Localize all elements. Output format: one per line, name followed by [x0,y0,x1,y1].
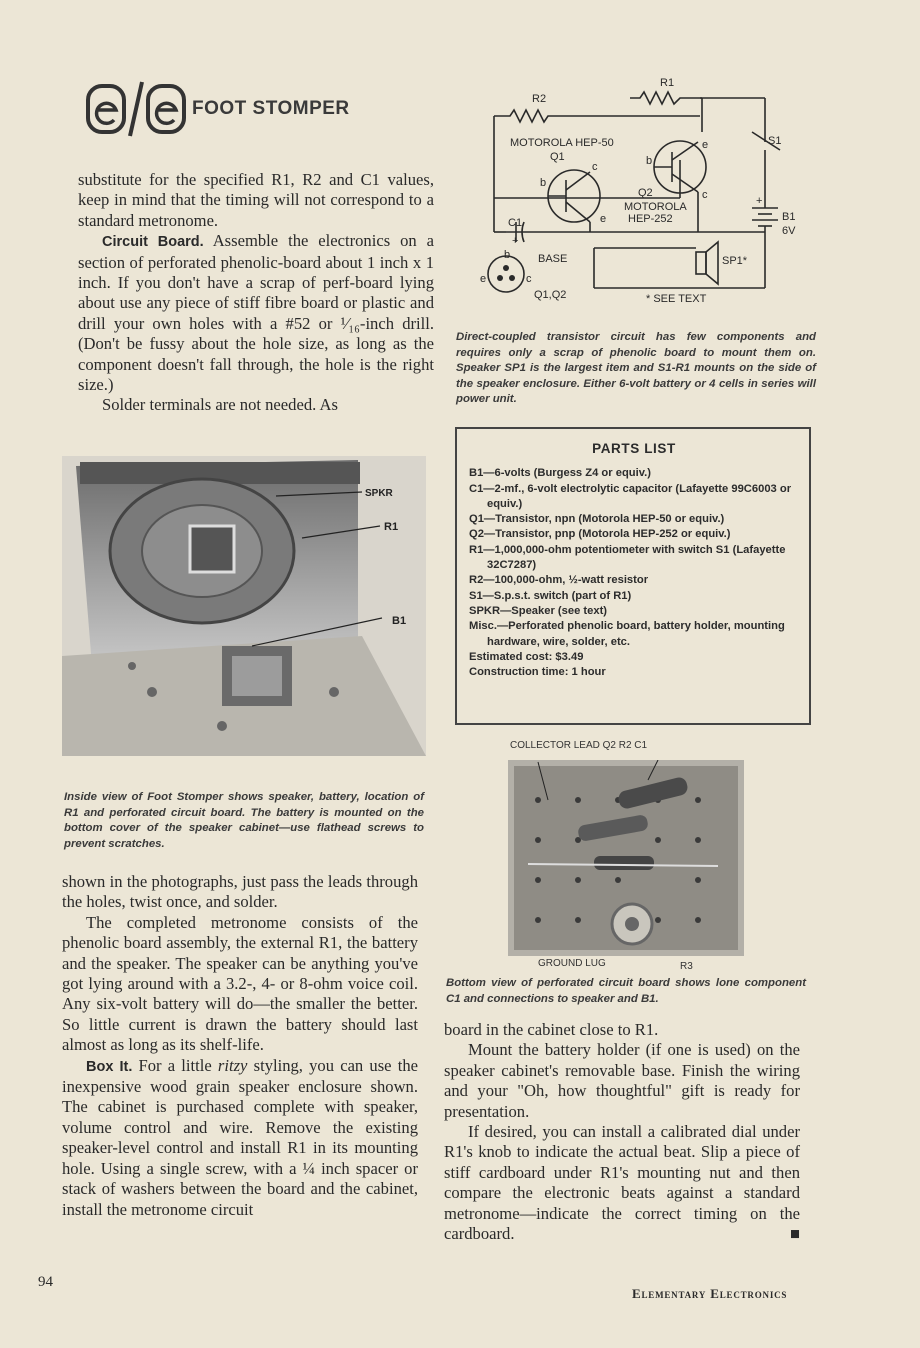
pin-e-q2: e [702,139,709,151]
label-r2: R2 [532,93,547,105]
ee-logo [86,80,186,138]
parts-item: R2—100,000-ohm, ½-watt resistor [469,574,649,587]
label-q1-name: MOTOROLA HEP-50 [510,137,614,149]
paragraph: shown in the photographs, just pass the leads through the holes, twist once, and solder. [62,872,418,912]
parts-item: Misc.—Perforated phenolic board, battery holder, mounting hardware, wire, solder, etc. [469,620,785,648]
photo2-caption: Bottom view of perforated circuit board shows lone component C1 and connections to speaker and B1. [446,977,806,1005]
label-q1: Q1 [550,151,565,163]
run-in-heading: Box It. [86,1058,133,1075]
paragraph: board in the cabinet close to R1. [444,1020,659,1039]
label-base: BASE [538,253,568,265]
parts-item: Estimated cost: $3.49 [469,650,584,663]
label-c1-plus: + [512,235,519,247]
paragraph: Solder terminals are not needed. As [102,395,338,415]
inside-view-photo [62,456,426,756]
label-r1: R1 [384,521,399,533]
board-bottom-photo [508,760,744,956]
parts-item: B1—6-volts (Burgess Z4 or equiv.) [469,467,651,480]
column2-text [444,1020,800,1244]
parts-item: SPKR—Speaker (see text) [469,604,608,617]
paragraph-text: Assemble the electronics on a section of perforated phenolic-board about 1 inch x 1 inch. If you don't have a scrap of perf-board lying about use any piece of stiff fibre board or plastic and drill your own holes with a #52 or ¹⁄₁₆-inch drill. (Don't be fussy about the hole size, as long as the component doesn't fall through, the hole is the right size.) [78,231,434,395]
label-q2-name2: HEP-252 [628,213,673,225]
label-c1: C1 [508,217,523,229]
label-b1-voltage: 6V [782,225,796,237]
photo2-ground-label: GROUND LUG [538,958,606,969]
run-in-heading: Circuit Board. [102,234,204,251]
pin-c-q2: c [702,189,708,201]
column1-bottom-text [62,872,418,1220]
parts-item: Q2—Transistor, pnp (Motorola HEP-252 or equiv.) [469,528,731,541]
parts-list-box [455,427,811,725]
parts-item: Q1—Transistor, npn (Motorola HEP-50 or equiv.) [469,513,725,526]
label-see-text: * SEE TEXT [646,293,707,305]
parts-item: C1—2-mf., 6-volt electrolytic capacitor (Lafayette 99C6003 or equiv.) [469,482,792,510]
column1-top-text [78,170,434,416]
photo1-caption: Inside view of Foot Stomper shows speaker, battery, location of R1 and perforated circuit board. The battery is mounted on the bottom cover of the speaker cabinet—use flathead screws to prevent scratches. [64,791,424,850]
parts-item: S1—S.p.s.t. switch (part of R1) [469,589,632,602]
label-b1: B1 [392,615,407,627]
label-b1: B1 [782,211,796,223]
parts-item: R1—1,000,000-ohm potentiometer with switch S1 (Lafayette 32C7287) [469,543,786,572]
paragraph: substitute for the specified R1, R2 and C1 values, keep in mind that the timing will not correspond to a standard metronome. [78,170,434,230]
article-title: FOOT STOMPER [192,98,350,119]
parts-list-title: PARTS LIST [592,441,676,456]
page-number: 94 [38,1274,53,1290]
label-sp1: SP1* [722,255,748,267]
label-q2-name1: MOTOROLA [624,201,687,213]
pin-b-q2: b [646,155,653,167]
label-b1-plus: + [756,195,763,207]
paragraph [444,1122,800,1244]
magazine-name: Elementary Electronics [632,1286,788,1301]
schematic-diagram [470,72,800,318]
paragraph: The completed metronome consists of the phenolic board assembly, the external R1, the battery and the speaker. The speaker can be anything you've got lying around with a 3.2-, 4- or 8-ohm voice coil. Any six-volt battery will do—the smaller the better. So little current is drawn the battery should last almost as long as its shelf-life. [62,912,418,1055]
paragraph: Mount the battery holder (if one is used) on the speaker cabinet's removable base. Finish the wiring and your "Oh, how thoughtful" gift is ready for presentation. [444,1040,800,1121]
paragraph-text: For a little [132,1055,218,1075]
pin-b-base: b [504,249,511,261]
paragraph-text: If desired, you can install a calibrated dial under R1's knob to indicate the actual beat. Slip a piece of stiff cardboard under R1's mounting nut and then compare the electronic beats against a standard metronome—indicate the correct timing on the cardboard. [444,1122,800,1244]
label-s1: S1 [768,135,782,147]
pin-b-q1: b [540,177,547,189]
pin-e-q1: e [600,213,607,225]
photo2-r3-label: R3 [680,961,693,972]
label-q2: Q2 [638,187,653,199]
label-r1: R1 [660,77,675,89]
end-mark: ■ [789,1224,800,1244]
paragraph [78,231,434,395]
pin-c-q1: c [592,161,598,173]
photo2-top-labels: COLLECTOR LEAD Q2 R2 C1 [510,740,648,751]
schematic-caption: Direct-coupled transistor circuit has few components and requires only a scrap of phenolic board to mount them on. Speaker SP1 is the largest item and S1-R1 mounts on the side of the speaker enclosure. Either 6-volt battery or 4 cells in series will power unit. [456,331,816,405]
pin-e-base: e [480,273,487,285]
paragraph [62,1056,418,1220]
paragraph-text: styling, you can use the inexpensive wood grain speaker enclosure shown. The cabinet is purchased complete with speaker, volume control and wire. Remove the existing speaker-level control and install R1 in its mounting hole. Using a single screw, with a ¼ inch spacer or stack of washers between the board and the cabinet, install the metronome circuit [62,1055,418,1219]
label-spkr: SPKR [365,488,393,499]
parts-item: Construction time: 1 hour [469,666,606,679]
label-q1q2: Q1,Q2 [534,289,567,301]
pin-c-base: c [526,273,532,285]
italic-word: ritzy [217,1055,248,1075]
